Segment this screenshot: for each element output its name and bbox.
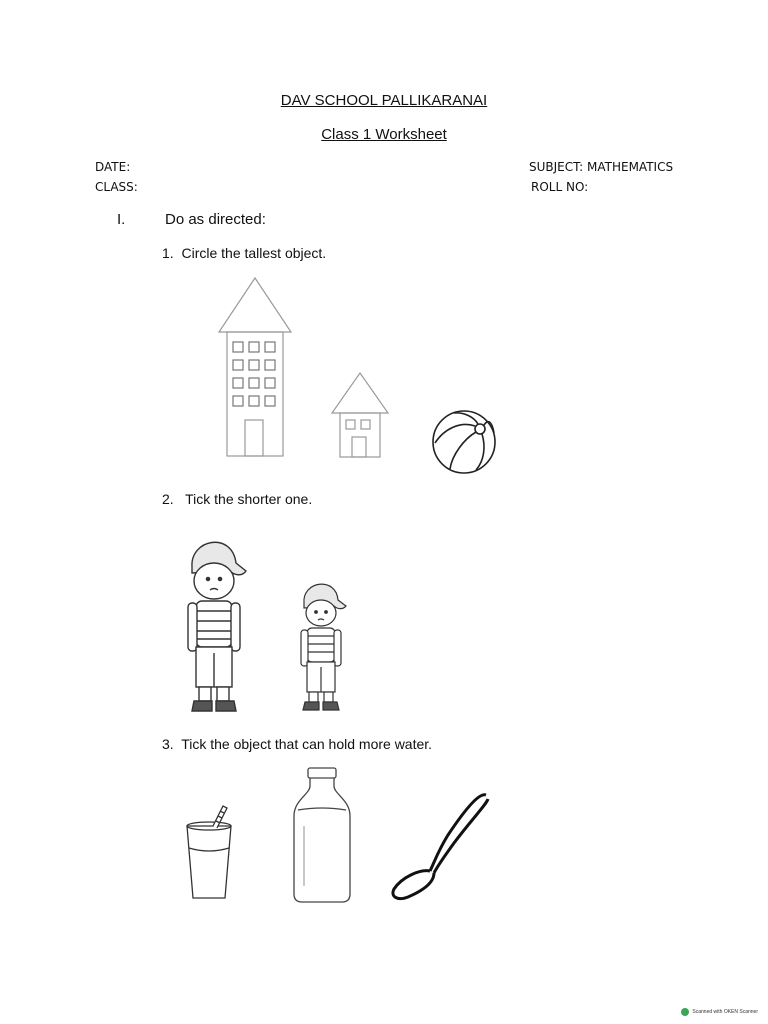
scanner-text: Scanned with OKEN Scanner <box>692 1009 758 1015</box>
question-1-text: Circle the tallest object. <box>181 245 327 261</box>
question-1 <box>162 245 326 261</box>
scanner-logo-icon <box>681 1008 689 1016</box>
section-number: I. <box>117 211 126 228</box>
milk-bottle-icon <box>290 766 354 904</box>
date-label: DATE: <box>95 160 131 174</box>
question-3 <box>162 736 432 752</box>
short-boy-icon <box>296 573 352 715</box>
question-2-number: 2. <box>162 491 174 507</box>
roll-number-label: ROLL NO: <box>531 180 589 194</box>
tall-building-icon <box>215 276 295 458</box>
question-3-text: Tick the object that can hold more water. <box>181 736 433 752</box>
worksheet-title: Class 1 Worksheet <box>321 126 447 143</box>
question-2-text: Tick the shorter one. <box>185 491 313 507</box>
scanner-watermark <box>681 1008 758 1016</box>
beach-ball-icon <box>430 409 498 475</box>
school-name: DAV SCHOOL PALLIKARANAI <box>280 92 488 109</box>
question-1-number: 1. <box>162 245 174 261</box>
subject-label: SUBJECT: MATHEMATICS <box>529 160 674 174</box>
class-label: CLASS: <box>95 180 138 194</box>
tall-boy-icon <box>182 527 252 717</box>
question-3-number: 3. <box>162 736 174 752</box>
glass-with-straw-icon <box>185 804 235 900</box>
spoon-icon <box>388 791 492 903</box>
question-2 <box>162 491 312 507</box>
small-house-icon <box>330 371 390 459</box>
section-title: Do as directed: <box>165 211 266 228</box>
